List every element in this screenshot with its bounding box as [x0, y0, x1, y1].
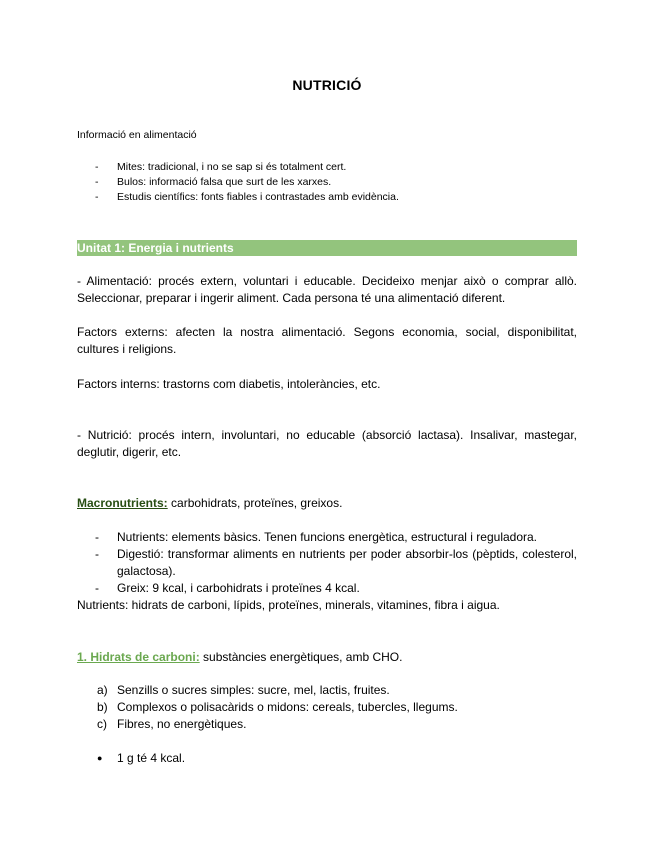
hidrats-line [77, 649, 577, 666]
list-item-text: Senzills o sucres simples: sucre, mel, lactis, fruites. [117, 683, 390, 697]
list-item-text: Digestió: transformar aliments en nutrients per poder absorbir-los (pèptids, colesterol, galactosa). [117, 547, 577, 578]
hidrats-text: substàncies energètiques, amb CHO. [199, 650, 403, 664]
hidrats-heading: 1. Hidrats de carboni: [77, 650, 200, 664]
dash-marker: - [95, 547, 99, 561]
page-title: NUTRICIÓ [292, 77, 362, 93]
list-item-text: Complexos o polisacàrids o midons: cereals, tubercles, llegums. [117, 700, 458, 714]
macronutrients-list [77, 529, 577, 597]
factors-interns-paragraph: Factors interns: trastorns com diabetis, intoleràncies, etc. [77, 377, 381, 391]
dash-marker: - [95, 176, 99, 188]
list-item [77, 716, 577, 733]
nutrients-line: Nutrients: hidrats de carboni, lípids, proteïnes, minerals, vitamines, fibra i aigua. [77, 598, 500, 612]
info-list [77, 160, 577, 205]
info-heading: Informació en alimentació [77, 129, 197, 141]
list-marker: c) [97, 717, 107, 731]
list-item-text: Mites: tradicional, i no se sap si és totalment cert. [117, 161, 347, 173]
list-item [77, 175, 577, 190]
list-marker: b) [97, 700, 108, 714]
hidrats-list [77, 682, 577, 733]
macronutrients-line [77, 495, 577, 512]
list-item [77, 160, 577, 175]
dash-marker: - [95, 581, 99, 595]
macronutrients-text: carbohidrats, proteïnes, greixos. [167, 496, 343, 510]
list-item [77, 682, 577, 699]
bullet-marker: ● [97, 753, 103, 763]
factors-externs-paragraph: Factors externs: afecten la nostra alimentació. Segons economia, social, disponibilitat, cultures i religions. [77, 325, 577, 356]
list-item-text: Fibres, no energètiques. [117, 717, 247, 731]
list-item [77, 580, 577, 597]
list-item [77, 546, 577, 580]
list-item-text: Greix: 9 kcal, i carbohidrats i proteïnes 4 kcal. [117, 581, 360, 595]
section-heading-unit1: Unitat 1: Energia i nutrients [77, 240, 577, 256]
list-item [77, 529, 577, 546]
list-item-text: 1 g té 4 kcal. [117, 751, 186, 765]
list-marker: a) [97, 683, 108, 697]
hidrats-bullet-list [77, 750, 577, 767]
list-item-text: Estudis científics: fonts fiables i contrastades amb evidència. [117, 191, 399, 203]
list-item-text: Bulos: informació falsa que surt de les xarxes. [117, 176, 332, 188]
dash-marker: - [95, 530, 99, 544]
list-item [77, 190, 577, 205]
list-item [77, 750, 577, 767]
list-item-text: Nutrients: elements bàsics. Tenen funcions energètica, estructural i reguladora. [117, 530, 538, 544]
dash-marker: - [95, 161, 99, 173]
dash-marker: - [95, 191, 99, 203]
alimentacio-paragraph: - Alimentació: procés extern, voluntari i educable. Decideixo menjar això o comprar allò. Seleccionar, preparar i ingerir aliment. Cada persona té una alimentació diferent. [77, 274, 577, 305]
list-item [77, 699, 577, 716]
nutricio-paragraph: - Nutrició: procés intern, involuntari, no educable (absorció lactasa). Insalivar, mastegar, deglutir, digerir, etc. [77, 428, 577, 459]
macronutrients-heading: Macronutrients: [77, 496, 168, 510]
